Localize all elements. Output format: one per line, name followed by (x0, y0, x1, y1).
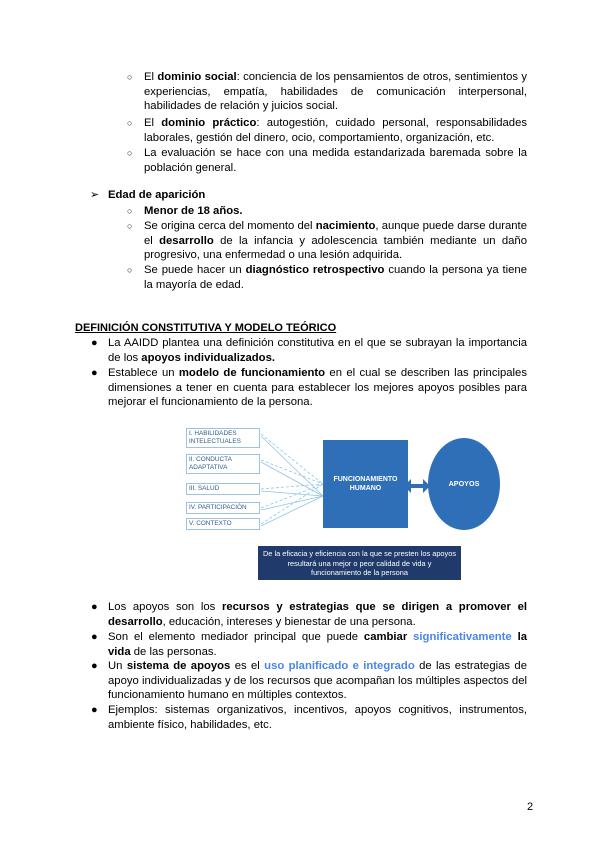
evaluacion-item: La evaluación se hace con una medida estandarizada baremada sobre la población general. (144, 147, 527, 174)
dimension-box-3: III. SALUD (186, 483, 260, 495)
dimension-box-4: IV. PARTICIPACIÓN (186, 502, 260, 514)
page-number: 2 (527, 801, 534, 813)
apoyos-item-4: Ejemplos: sistemas organizativos, incentivos, apoyos cognitivos, instrumentos, ambiente físico, habilidades, etc. (108, 704, 527, 731)
circle-bullet-icon: ○ (127, 118, 133, 128)
dimension-box-5: V. CONTEXTO (186, 518, 260, 530)
arrow-bullet-icon: ➢ (90, 189, 100, 201)
circle-bullet-icon: ○ (127, 221, 133, 231)
edad-menor-item: Menor de 18 años. (144, 205, 243, 217)
circle-bullet-icon: ○ (127, 148, 133, 158)
result-box: De la eficacia y eficiencia con la que se presten los apoyos resultará una mejor o peor calidad de vida y funcionamiento de la persona (258, 546, 461, 580)
definicion-item-2: Establece un modelo de funcionamiento en el cual se describen las principales dimensiones a tener en cuenta para establecer los mejores apoyos posibles para mejorar el funcionamiento de la persona. (108, 367, 527, 409)
dimension-box-1: I. HABILIDADES INTELECTUALES (186, 428, 260, 448)
circle-bullet-icon: ○ (127, 72, 133, 82)
funcionamiento-box: FUNCIONAMIENTO HUMANO (323, 440, 408, 528)
bullet-icon: ● (91, 337, 98, 349)
bullet-icon: ● (91, 601, 98, 613)
bullet-icon: ● (91, 704, 98, 716)
edad-origen-item: Se origina cerca del momento del nacimiento, aunque puede darse durante el desarrollo de la infancia y adolescencia también mediante un daño progresivo, una enfermedad o una lesión adquirida. (144, 220, 527, 262)
apoyos-oval: APOYOS (428, 438, 500, 530)
bullet-icon: ● (91, 631, 98, 643)
definicion-item-1: La AAIDD plantea una definición constitutiva en el que se subrayan la importancia de los apoyos individualizados. (108, 337, 527, 364)
bullet-icon: ● (91, 367, 98, 379)
dominio-social-item: El dominio social: conciencia de los pensamientos de otros, sentimientos y experiencias, empatía, habilidades de comunicación interpersonal, habilidades de relación y juicios social. (144, 71, 527, 113)
circle-bullet-icon: ○ (127, 206, 133, 216)
dimension-box-2: II. CONDUCTA ADAPTATIVA (186, 454, 260, 474)
circle-bullet-icon: ○ (127, 265, 133, 275)
bullet-icon: ● (91, 660, 98, 672)
section-heading: DEFINICIÓN CONSTITUTIVA Y MODELO TEÓRICO (75, 322, 337, 334)
edad-retro-item: Se puede hacer un diagnóstico retrospectivo cuando la persona ya tiene la mayoría de edad. (144, 264, 527, 291)
edad-heading: Edad de aparición (108, 189, 206, 201)
apoyos-item-2: Son el elemento mediador principal que puede cambiar significativamente la vida de las personas. (108, 631, 527, 658)
apoyos-item-3: Un sistema de apoyos es el uso planificado e integrado de las estrategias de apoyo individualizadas y de los recursos que acompañan los múltiples aspectos del funcionamiento humano en múltiples contextos. (108, 660, 527, 702)
funcionamiento-diagram (183, 424, 503, 588)
dominio-practico-item: El dominio práctico: autogestión, cuidado personal, responsabilidades laborales, gestión del dinero, ocio, comportamiento, organización, etc. (144, 117, 528, 144)
apoyos-item-1: Los apoyos son los recursos y estrategias que se dirigen a promover el desarrollo, educación, intereses y bienestar de una persona. (108, 601, 527, 628)
